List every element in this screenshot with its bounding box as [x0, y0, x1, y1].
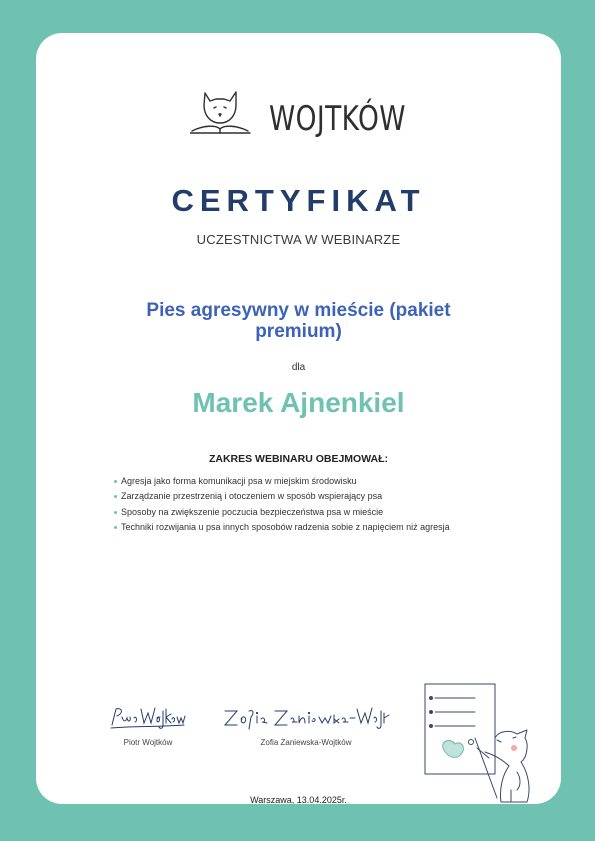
bullet-icon	[114, 526, 117, 529]
list-item	[114, 505, 450, 520]
brand-name: WOJTKÓW	[269, 99, 406, 139]
signature-zofia-zaniewska-wojtkow	[221, 703, 391, 733]
signatory-name: Zofia Zaniewska-Wojtków	[260, 738, 352, 747]
scope-list	[114, 474, 450, 535]
signature-piotr-wojtkow	[108, 703, 188, 733]
brand-logo	[190, 83, 410, 143]
scope-item-text: Agresja jako forma komunikacji psa w miejskim środowisku	[121, 476, 357, 486]
scope-item-text: Sposoby na zwiększenie poczucia bezpieczeństwa psa w mieście	[121, 506, 384, 517]
bullet-icon	[114, 495, 117, 498]
participant-name: Marek Ajnenkiel	[192, 387, 405, 418]
list-item	[114, 520, 450, 535]
scope-heading: ZAKRES WEBINARU OBEJMOWAŁ:	[208, 453, 389, 465]
scope-item-text: Techniki rozwijania u psa innych sposobów radzenia sobie z napięciem niż agresja	[121, 521, 450, 532]
certificate-title: CERTYFIKAT	[171, 183, 426, 218]
list-item	[114, 474, 450, 489]
for-label: dla	[291, 362, 306, 373]
bullet-icon	[114, 511, 117, 514]
certificate-subtitle: UCZESTNICTWA W WEBINARZE	[196, 232, 401, 247]
signatory-name: Piotr Wojtków	[123, 738, 173, 747]
certificate-card	[36, 33, 561, 804]
bullet-icon	[114, 480, 117, 483]
place-and-date: Warszawa, 13.04.2025r.	[250, 795, 347, 804]
scope-item-text: Zarządzanie przestrzenią i otoczeniem w sposób wspierający psa	[121, 491, 383, 502]
list-item	[114, 489, 450, 504]
dog-teaching-at-board-icon	[417, 678, 547, 804]
dog-reading-book-icon	[190, 83, 270, 139]
webinar-title: Pies agresywny w mieście (pakiet premium)	[146, 300, 451, 342]
